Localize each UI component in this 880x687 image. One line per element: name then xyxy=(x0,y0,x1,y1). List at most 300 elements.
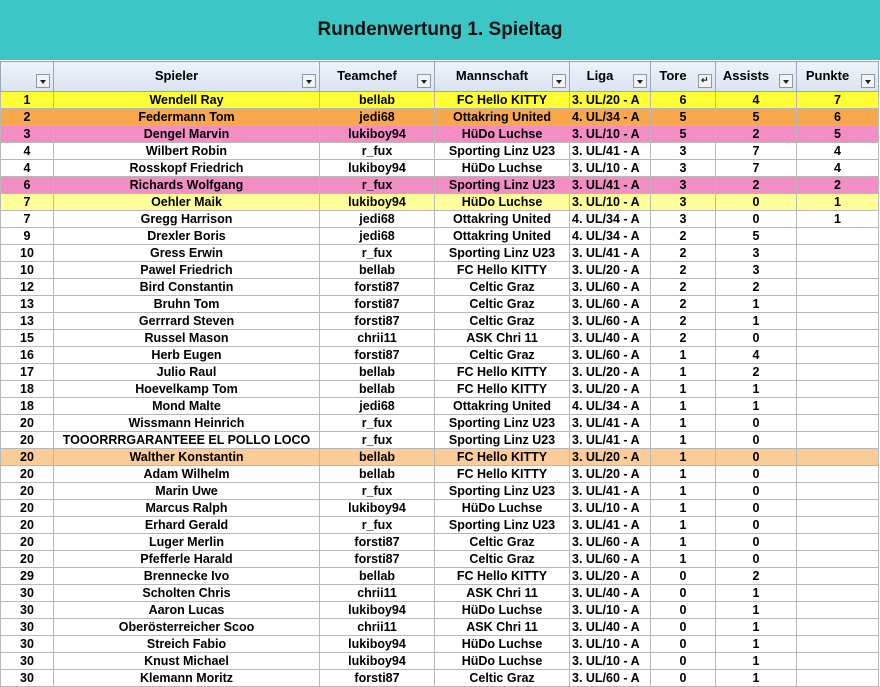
cell-mannschaft[interactable]: HüDo Luchse xyxy=(435,500,570,517)
cell-rank[interactable]: 13 xyxy=(1,313,54,330)
cell-tore[interactable]: 3 xyxy=(651,177,716,194)
cell-spieler[interactable]: Gregg Harrison xyxy=(54,211,320,228)
cell-teamchef[interactable]: r_fux xyxy=(320,415,435,432)
cell-rank[interactable]: 20 xyxy=(1,517,54,534)
cell-punkte[interactable] xyxy=(797,517,879,534)
cell-tore[interactable]: 0 xyxy=(651,670,716,687)
cell-mannschaft[interactable]: Celtic Graz xyxy=(435,279,570,296)
cell-spieler[interactable]: Oehler Maik xyxy=(54,194,320,211)
cell-teamchef[interactable]: lukiboy94 xyxy=(320,636,435,653)
cell-assists[interactable]: 0 xyxy=(716,415,797,432)
cell-rank[interactable]: 20 xyxy=(1,551,54,568)
cell-assists[interactable]: 0 xyxy=(716,466,797,483)
cell-spieler[interactable]: Richards Wolfgang xyxy=(54,177,320,194)
cell-teamchef[interactable]: r_fux xyxy=(320,432,435,449)
cell-tore[interactable]: 1 xyxy=(651,364,716,381)
cell-liga[interactable]: 3. UL/10 - A xyxy=(570,636,651,653)
cell-tore[interactable]: 1 xyxy=(651,432,716,449)
cell-rank[interactable]: 4 xyxy=(1,143,54,160)
cell-tore[interactable]: 1 xyxy=(651,534,716,551)
cell-rank[interactable]: 13 xyxy=(1,296,54,313)
cell-teamchef[interactable]: lukiboy94 xyxy=(320,194,435,211)
cell-rank[interactable]: 20 xyxy=(1,534,54,551)
cell-liga[interactable]: 4. UL/34 - A xyxy=(570,109,651,126)
cell-tore[interactable]: 3 xyxy=(651,194,716,211)
cell-rank[interactable]: 30 xyxy=(1,585,54,602)
cell-teamchef[interactable]: bellab xyxy=(320,449,435,466)
cell-assists[interactable]: 2 xyxy=(716,364,797,381)
cell-liga[interactable]: 3. UL/41 - A xyxy=(570,483,651,500)
cell-teamchef[interactable]: r_fux xyxy=(320,143,435,160)
cell-tore[interactable]: 0 xyxy=(651,585,716,602)
cell-rank[interactable]: 9 xyxy=(1,228,54,245)
cell-liga[interactable]: 3. UL/20 - A xyxy=(570,364,651,381)
cell-mannschaft[interactable]: Celtic Graz xyxy=(435,670,570,687)
cell-assists[interactable]: 3 xyxy=(716,245,797,262)
cell-rank[interactable]: 30 xyxy=(1,670,54,687)
cell-assists[interactable]: 7 xyxy=(716,160,797,177)
cell-teamchef[interactable]: forsti87 xyxy=(320,296,435,313)
cell-punkte[interactable] xyxy=(797,432,879,449)
cell-liga[interactable]: 3. UL/20 - A xyxy=(570,568,651,585)
cell-punkte[interactable] xyxy=(797,381,879,398)
table-row xyxy=(1,245,879,262)
cell-assists[interactable]: 0 xyxy=(716,449,797,466)
cell-punkte[interactable] xyxy=(797,228,879,245)
cell-assists[interactable]: 0 xyxy=(716,500,797,517)
cell-tore[interactable]: 0 xyxy=(651,636,716,653)
cell-liga[interactable]: 3. UL/41 - A xyxy=(570,415,651,432)
cell-rank[interactable]: 1 xyxy=(1,92,54,109)
cell-rank[interactable]: 2 xyxy=(1,109,54,126)
cell-mannschaft[interactable]: HüDo Luchse xyxy=(435,602,570,619)
cell-spieler[interactable]: Brennecke Ivo xyxy=(54,568,320,585)
cell-tore[interactable]: 1 xyxy=(651,381,716,398)
cell-tore[interactable]: 5 xyxy=(651,126,716,143)
cell-tore[interactable]: 3 xyxy=(651,143,716,160)
cell-assists[interactable]: 0 xyxy=(716,534,797,551)
cell-tore[interactable]: 2 xyxy=(651,262,716,279)
cell-assists[interactable]: 1 xyxy=(716,602,797,619)
cell-teamchef[interactable]: forsti87 xyxy=(320,313,435,330)
cell-spieler[interactable]: Klemann Moritz xyxy=(54,670,320,687)
cell-punkte[interactable] xyxy=(797,483,879,500)
cell-spieler[interactable]: Dengel Marvin xyxy=(54,126,320,143)
cell-mannschaft[interactable]: Celtic Graz xyxy=(435,296,570,313)
cell-teamchef[interactable]: lukiboy94 xyxy=(320,500,435,517)
cell-punkte[interactable] xyxy=(797,670,879,687)
table-row xyxy=(1,228,879,245)
cell-tore[interactable]: 0 xyxy=(651,653,716,670)
cell-liga[interactable]: 3. UL/10 - A xyxy=(570,126,651,143)
cell-punkte[interactable]: 6 xyxy=(797,109,879,126)
cell-tore[interactable]: 1 xyxy=(651,398,716,415)
cell-tore[interactable]: 1 xyxy=(651,466,716,483)
cell-mannschaft[interactable]: Sporting Linz U23 xyxy=(435,245,570,262)
cell-assists[interactable]: 4 xyxy=(716,347,797,364)
cell-assists[interactable]: 0 xyxy=(716,330,797,347)
table-row xyxy=(1,466,879,483)
cell-liga[interactable]: 4. UL/34 - A xyxy=(570,211,651,228)
cell-mannschaft[interactable]: Ottakring United xyxy=(435,109,570,126)
cell-spieler[interactable]: Marin Uwe xyxy=(54,483,320,500)
cell-tore[interactable]: 1 xyxy=(651,415,716,432)
cell-liga[interactable]: 3. UL/20 - A xyxy=(570,92,651,109)
cell-assists[interactable]: 1 xyxy=(716,381,797,398)
cell-rank[interactable]: 10 xyxy=(1,262,54,279)
cell-assists[interactable]: 2 xyxy=(716,568,797,585)
assists-filter-button[interactable] xyxy=(779,74,793,88)
cell-teamchef[interactable]: chrii11 xyxy=(320,330,435,347)
cell-mannschaft[interactable]: Sporting Linz U23 xyxy=(435,143,570,160)
cell-punkte[interactable]: 5 xyxy=(797,126,879,143)
cell-spieler[interactable]: Walther Konstantin xyxy=(54,449,320,466)
table-row xyxy=(1,568,879,585)
table-row xyxy=(1,432,879,449)
cell-liga[interactable]: 3. UL/10 - A xyxy=(570,160,651,177)
cell-mannschaft[interactable]: FC Hello KITTY xyxy=(435,364,570,381)
cell-teamchef[interactable]: lukiboy94 xyxy=(320,160,435,177)
cell-punkte[interactable] xyxy=(797,534,879,551)
cell-tore[interactable]: 3 xyxy=(651,160,716,177)
cell-spieler[interactable]: Scholten Chris xyxy=(54,585,320,602)
tore-sort-button[interactable] xyxy=(698,74,712,88)
cell-assists[interactable]: 1 xyxy=(716,398,797,415)
cell-spieler[interactable]: Russel Mason xyxy=(54,330,320,347)
cell-assists[interactable]: 0 xyxy=(716,483,797,500)
cell-tore[interactable]: 1 xyxy=(651,500,716,517)
cell-teamchef[interactable]: forsti87 xyxy=(320,551,435,568)
cell-assists[interactable]: 5 xyxy=(716,109,797,126)
cell-rank[interactable]: 20 xyxy=(1,500,54,517)
cell-mannschaft[interactable]: Sporting Linz U23 xyxy=(435,177,570,194)
cell-mannschaft[interactable]: Sporting Linz U23 xyxy=(435,517,570,534)
cell-mannschaft[interactable]: Ottakring United xyxy=(435,398,570,415)
cell-assists[interactable]: 2 xyxy=(716,279,797,296)
cell-spieler[interactable]: Oberösterreicher Scoo xyxy=(54,619,320,636)
cell-spieler[interactable]: Gerrrard Steven xyxy=(54,313,320,330)
table-row xyxy=(1,534,879,551)
cell-punkte[interactable]: 1 xyxy=(797,211,879,228)
cell-punkte[interactable]: 4 xyxy=(797,160,879,177)
cell-liga[interactable]: 3. UL/60 - A xyxy=(570,534,651,551)
cell-assists[interactable]: 3 xyxy=(716,262,797,279)
cell-mannschaft[interactable]: Sporting Linz U23 xyxy=(435,483,570,500)
cell-rank[interactable]: 30 xyxy=(1,602,54,619)
cell-liga[interactable]: 3. UL/60 - A xyxy=(570,347,651,364)
cell-teamchef[interactable]: r_fux xyxy=(320,517,435,534)
cell-punkte[interactable] xyxy=(797,364,879,381)
cell-rank[interactable]: 6 xyxy=(1,177,54,194)
cell-teamchef[interactable]: jedi68 xyxy=(320,109,435,126)
table-row xyxy=(1,143,879,160)
cell-tore[interactable]: 1 xyxy=(651,347,716,364)
cell-rank[interactable]: 12 xyxy=(1,279,54,296)
cell-teamchef[interactable]: bellab xyxy=(320,568,435,585)
cell-punkte[interactable] xyxy=(797,619,879,636)
cell-assists[interactable]: 1 xyxy=(716,585,797,602)
cell-mannschaft[interactable]: HüDo Luchse xyxy=(435,653,570,670)
cell-punkte[interactable] xyxy=(797,636,879,653)
cell-liga[interactable]: 3. UL/60 - A xyxy=(570,551,651,568)
cell-mannschaft[interactable]: ASK Chri 11 xyxy=(435,619,570,636)
cell-liga[interactable]: 3. UL/10 - A xyxy=(570,500,651,517)
cell-tore[interactable]: 2 xyxy=(651,296,716,313)
cell-tore[interactable]: 2 xyxy=(651,228,716,245)
cell-rank[interactable]: 16 xyxy=(1,347,54,364)
cell-punkte[interactable] xyxy=(797,398,879,415)
cell-teamchef[interactable]: bellab xyxy=(320,92,435,109)
cell-rank[interactable]: 20 xyxy=(1,466,54,483)
cell-mannschaft[interactable]: ASK Chri 11 xyxy=(435,330,570,347)
cell-spieler[interactable]: Julio Raul xyxy=(54,364,320,381)
cell-spieler[interactable]: Wissmann Heinrich xyxy=(54,415,320,432)
cell-rank[interactable]: 20 xyxy=(1,483,54,500)
cell-liga[interactable]: 4. UL/34 - A xyxy=(570,228,651,245)
cell-liga[interactable]: 3. UL/10 - A xyxy=(570,194,651,211)
cell-liga[interactable]: 3. UL/20 - A xyxy=(570,381,651,398)
table-row xyxy=(1,160,879,177)
cell-rank[interactable]: 30 xyxy=(1,653,54,670)
cell-rank[interactable]: 20 xyxy=(1,432,54,449)
header-punkte: Punkte xyxy=(797,62,879,92)
cell-spieler[interactable]: Bird Constantin xyxy=(54,279,320,296)
cell-punkte[interactable]: 1 xyxy=(797,194,879,211)
cell-tore[interactable]: 0 xyxy=(651,619,716,636)
cell-punkte[interactable] xyxy=(797,585,879,602)
cell-liga[interactable]: 3. UL/41 - A xyxy=(570,432,651,449)
cell-liga[interactable]: 3. UL/41 - A xyxy=(570,177,651,194)
cell-assists[interactable]: 7 xyxy=(716,143,797,160)
cell-assists[interactable]: 0 xyxy=(716,517,797,534)
cell-teamchef[interactable]: forsti87 xyxy=(320,534,435,551)
cell-assists[interactable]: 1 xyxy=(716,619,797,636)
punkte-filter-button[interactable] xyxy=(861,74,875,88)
cell-liga[interactable]: 3. UL/40 - A xyxy=(570,585,651,602)
cell-mannschaft[interactable]: Celtic Graz xyxy=(435,534,570,551)
cell-teamchef[interactable]: bellab xyxy=(320,466,435,483)
cell-mannschaft[interactable]: FC Hello KITTY xyxy=(435,262,570,279)
cell-mannschaft[interactable]: Celtic Graz xyxy=(435,347,570,364)
cell-tore[interactable]: 2 xyxy=(651,330,716,347)
cell-teamchef[interactable]: jedi68 xyxy=(320,211,435,228)
cell-rank[interactable]: 3 xyxy=(1,126,54,143)
cell-tore[interactable]: 1 xyxy=(651,517,716,534)
cell-teamchef[interactable]: forsti87 xyxy=(320,279,435,296)
cell-teamchef[interactable]: jedi68 xyxy=(320,228,435,245)
mannschaft-filter-button[interactable] xyxy=(552,74,566,88)
cell-liga[interactable]: 3. UL/41 - A xyxy=(570,517,651,534)
cell-mannschaft[interactable]: FC Hello KITTY xyxy=(435,92,570,109)
cell-punkte[interactable] xyxy=(797,279,879,296)
cell-tore[interactable]: 5 xyxy=(651,109,716,126)
table-row xyxy=(1,381,879,398)
cell-spieler[interactable]: Gress Erwin xyxy=(54,245,320,262)
cell-tore[interactable]: 0 xyxy=(651,568,716,585)
cell-liga[interactable]: 3. UL/40 - A xyxy=(570,619,651,636)
cell-punkte[interactable]: 4 xyxy=(797,143,879,160)
cell-mannschaft[interactable]: Celtic Graz xyxy=(435,313,570,330)
cell-spieler[interactable]: Drexler Boris xyxy=(54,228,320,245)
cell-tore[interactable]: 0 xyxy=(651,602,716,619)
cell-punkte[interactable] xyxy=(797,245,879,262)
cell-punkte[interactable] xyxy=(797,313,879,330)
cell-spieler[interactable]: Wendell Ray xyxy=(54,92,320,109)
cell-rank[interactable]: 15 xyxy=(1,330,54,347)
rank-filter-button[interactable] xyxy=(36,74,50,88)
cell-mannschaft[interactable]: HüDo Luchse xyxy=(435,194,570,211)
cell-liga[interactable]: 3. UL/60 - A xyxy=(570,296,651,313)
cell-liga[interactable]: 3. UL/40 - A xyxy=(570,330,651,347)
cell-spieler[interactable]: Adam Wilhelm xyxy=(54,466,320,483)
cell-punkte[interactable]: 2 xyxy=(797,177,879,194)
cell-tore[interactable]: 6 xyxy=(651,92,716,109)
liga-filter-button[interactable] xyxy=(633,74,647,88)
cell-assists[interactable]: 4 xyxy=(716,92,797,109)
cell-spieler[interactable]: Wilbert Robin xyxy=(54,143,320,160)
cell-teamchef[interactable]: bellab xyxy=(320,262,435,279)
cell-rank[interactable]: 18 xyxy=(1,381,54,398)
cell-liga[interactable]: 3. UL/20 - A xyxy=(570,262,651,279)
cell-spieler[interactable]: Herb Eugen xyxy=(54,347,320,364)
cell-rank[interactable]: 4 xyxy=(1,160,54,177)
cell-tore[interactable]: 2 xyxy=(651,279,716,296)
cell-teamchef[interactable]: r_fux xyxy=(320,245,435,262)
teamchef-filter-button[interactable] xyxy=(417,74,431,88)
cell-rank[interactable]: 18 xyxy=(1,398,54,415)
cell-mannschaft[interactable]: Ottakring United xyxy=(435,228,570,245)
cell-liga[interactable]: 3. UL/20 - A xyxy=(570,466,651,483)
cell-teamchef[interactable]: lukiboy94 xyxy=(320,126,435,143)
cell-liga[interactable]: 3. UL/41 - A xyxy=(570,143,651,160)
cell-rank[interactable]: 7 xyxy=(1,194,54,211)
cell-teamchef[interactable]: lukiboy94 xyxy=(320,602,435,619)
cell-liga[interactable]: 3. UL/60 - A xyxy=(570,670,651,687)
cell-tore[interactable]: 3 xyxy=(651,211,716,228)
cell-assists[interactable]: 0 xyxy=(716,194,797,211)
cell-spieler[interactable]: Streich Fabio xyxy=(54,636,320,653)
cell-mannschaft[interactable]: HüDo Luchse xyxy=(435,126,570,143)
cell-tore[interactable]: 2 xyxy=(651,313,716,330)
cell-tore[interactable]: 1 xyxy=(651,449,716,466)
cell-teamchef[interactable]: jedi68 xyxy=(320,398,435,415)
cell-liga[interactable]: 3. UL/10 - A xyxy=(570,653,651,670)
cell-rank[interactable]: 7 xyxy=(1,211,54,228)
cell-punkte[interactable] xyxy=(797,262,879,279)
cell-assists[interactable]: 1 xyxy=(716,636,797,653)
cell-punkte[interactable] xyxy=(797,415,879,432)
cell-spieler[interactable]: Luger Merlin xyxy=(54,534,320,551)
cell-punkte[interactable] xyxy=(797,653,879,670)
cell-spieler[interactable]: Pawel Friedrich xyxy=(54,262,320,279)
cell-spieler[interactable]: Pfefferle Harald xyxy=(54,551,320,568)
cell-spieler[interactable]: TOOORRRGARANTEEE EL POLLO LOCO xyxy=(54,432,320,449)
cell-mannschaft[interactable]: Ottakring United xyxy=(435,211,570,228)
cell-rank[interactable]: 10 xyxy=(1,245,54,262)
cell-punkte[interactable] xyxy=(797,602,879,619)
table-row xyxy=(1,109,879,126)
cell-teamchef[interactable]: r_fux xyxy=(320,177,435,194)
spieler-filter-button[interactable] xyxy=(302,74,316,88)
cell-assists[interactable]: 1 xyxy=(716,296,797,313)
cell-assists[interactable]: 1 xyxy=(716,313,797,330)
cell-assists[interactable]: 0 xyxy=(716,551,797,568)
cell-spieler[interactable]: Rosskopf Friedrich xyxy=(54,160,320,177)
cell-mannschaft[interactable]: FC Hello KITTY xyxy=(435,381,570,398)
cell-teamchef[interactable]: r_fux xyxy=(320,483,435,500)
cell-punkte[interactable] xyxy=(797,551,879,568)
cell-rank[interactable]: 30 xyxy=(1,636,54,653)
cell-teamchef[interactable]: bellab xyxy=(320,364,435,381)
cell-mannschaft[interactable]: FC Hello KITTY xyxy=(435,466,570,483)
cell-punkte[interactable] xyxy=(797,449,879,466)
cell-liga[interactable]: 3. UL/10 - A xyxy=(570,602,651,619)
cell-spieler[interactable]: Marcus Ralph xyxy=(54,500,320,517)
cell-rank[interactable]: 29 xyxy=(1,568,54,585)
cell-mannschaft[interactable]: Sporting Linz U23 xyxy=(435,415,570,432)
cell-spieler[interactable]: Mond Malte xyxy=(54,398,320,415)
cell-teamchef[interactable]: chrii11 xyxy=(320,585,435,602)
cell-assists[interactable]: 2 xyxy=(716,126,797,143)
cell-liga[interactable]: 4. UL/34 - A xyxy=(570,398,651,415)
cell-mannschaft[interactable]: FC Hello KITTY xyxy=(435,449,570,466)
cell-punkte[interactable] xyxy=(797,330,879,347)
cell-spieler[interactable]: Hoevelkamp Tom xyxy=(54,381,320,398)
cell-rank[interactable]: 20 xyxy=(1,449,54,466)
cell-spieler[interactable]: Aaron Lucas xyxy=(54,602,320,619)
cell-mannschaft[interactable]: Celtic Graz xyxy=(435,551,570,568)
cell-teamchef[interactable]: forsti87 xyxy=(320,347,435,364)
cell-tore[interactable]: 2 xyxy=(651,245,716,262)
cell-spieler[interactable]: Erhard Gerald xyxy=(54,517,320,534)
cell-spieler[interactable]: Bruhn Tom xyxy=(54,296,320,313)
cell-mannschaft[interactable]: HüDo Luchse xyxy=(435,636,570,653)
cell-rank[interactable]: 20 xyxy=(1,415,54,432)
cell-spieler[interactable]: Federmann Tom xyxy=(54,109,320,126)
cell-assists[interactable]: 1 xyxy=(716,670,797,687)
cell-liga[interactable]: 3. UL/60 - A xyxy=(570,279,651,296)
table-row xyxy=(1,126,879,143)
cell-teamchef[interactable]: lukiboy94 xyxy=(320,653,435,670)
cell-assists[interactable]: 5 xyxy=(716,228,797,245)
cell-assists[interactable]: 0 xyxy=(716,211,797,228)
cell-mannschaft[interactable]: ASK Chri 11 xyxy=(435,585,570,602)
cell-assists[interactable]: 2 xyxy=(716,177,797,194)
cell-mannschaft[interactable]: FC Hello KITTY xyxy=(435,568,570,585)
cell-tore[interactable]: 1 xyxy=(651,551,716,568)
cell-mannschaft[interactable]: Sporting Linz U23 xyxy=(435,432,570,449)
cell-liga[interactable]: 3. UL/20 - A xyxy=(570,449,651,466)
cell-rank[interactable]: 30 xyxy=(1,619,54,636)
cell-punkte[interactable] xyxy=(797,466,879,483)
cell-teamchef[interactable]: bellab xyxy=(320,381,435,398)
cell-liga[interactable]: 3. UL/41 - A xyxy=(570,245,651,262)
cell-punkte[interactable] xyxy=(797,296,879,313)
cell-teamchef[interactable]: forsti87 xyxy=(320,670,435,687)
cell-spieler[interactable]: Knust Michael xyxy=(54,653,320,670)
cell-punkte[interactable] xyxy=(797,568,879,585)
cell-rank[interactable]: 17 xyxy=(1,364,54,381)
cell-mannschaft[interactable]: HüDo Luchse xyxy=(435,160,570,177)
cell-punkte[interactable] xyxy=(797,347,879,364)
cell-liga[interactable]: 3. UL/60 - A xyxy=(570,313,651,330)
cell-assists[interactable]: 0 xyxy=(716,432,797,449)
cell-teamchef[interactable]: chrii11 xyxy=(320,619,435,636)
cell-tore[interactable]: 1 xyxy=(651,483,716,500)
cell-punkte[interactable]: 7 xyxy=(797,92,879,109)
cell-punkte[interactable] xyxy=(797,500,879,517)
cell-assists[interactable]: 1 xyxy=(716,653,797,670)
